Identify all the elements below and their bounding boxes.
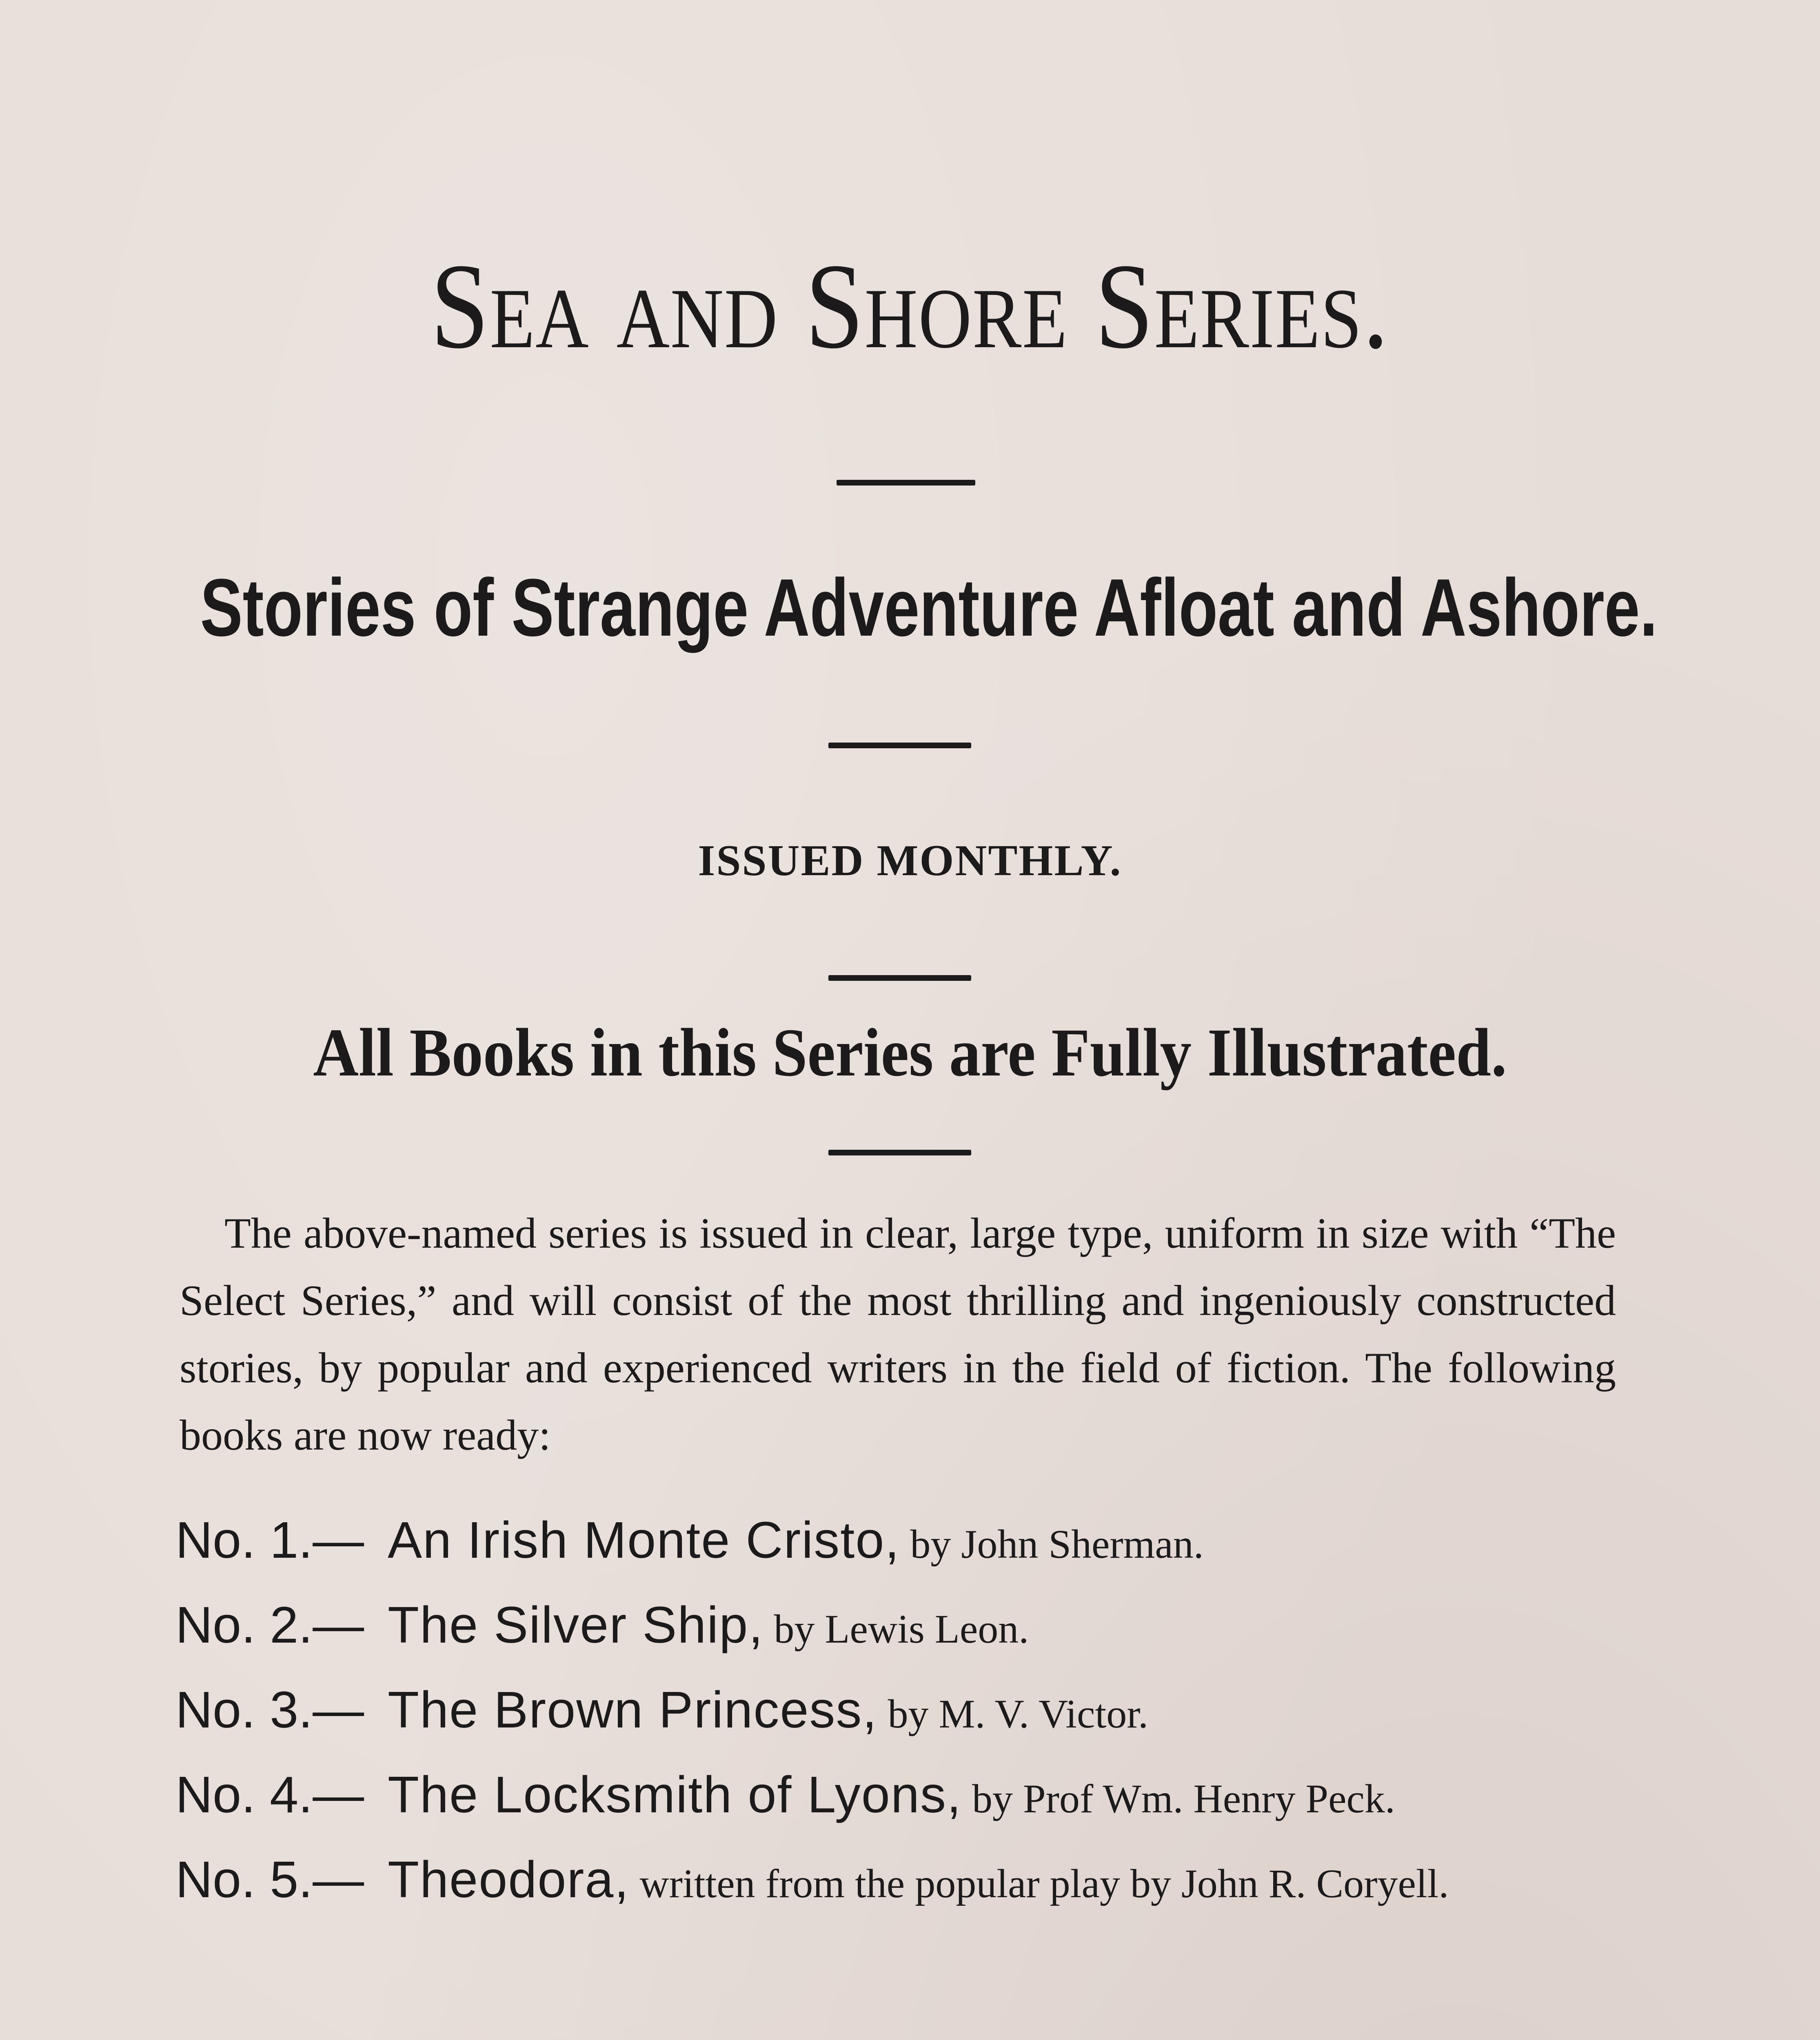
book-author: written from the popular play by John R. Coryell. <box>629 1861 1449 1906</box>
book-number: No. 2.— <box>175 1596 364 1654</box>
book-title: An Irish Monte Cristo, <box>388 1511 900 1569</box>
divider-rule <box>837 480 975 486</box>
book-title: The Brown Princess, <box>388 1681 878 1738</box>
book-entry <box>388 1760 1612 1834</box>
book-author: by John Sherman. <box>900 1521 1204 1567</box>
book-list-item <box>175 1590 1612 1664</box>
book-list-item <box>175 1506 1612 1579</box>
book-list <box>175 1506 1612 1930</box>
issued-monthly-label: ISSUED MONTHLY. <box>698 836 1122 885</box>
book-author: by M. V. Victor. <box>877 1691 1149 1736</box>
divider-rule <box>828 975 971 981</box>
book-title: Theodora, <box>388 1851 630 1908</box>
book-number: No. 4.— <box>175 1766 364 1823</box>
book-number: No. 1.— <box>175 1511 364 1569</box>
book-author: by Lewis Leon. <box>764 1606 1029 1652</box>
book-list-item <box>175 1845 1612 1918</box>
book-entry <box>388 1506 1612 1579</box>
series-title: Sea and Shore Series. <box>431 238 1389 374</box>
book-number: No. 3.— <box>175 1681 364 1738</box>
book-entry <box>388 1845 1612 1918</box>
book-number: No. 5.— <box>175 1851 364 1908</box>
series-subtitle: Stories of Strange Adventure Afloat and Ashore. <box>200 562 1658 653</box>
book-entry <box>388 1675 1612 1749</box>
series-description: The above-named series is issued in clear, large type, uniform in size with “The Select Series,” and will consist of the most thrilling and ingeniously constructed stories, by popular and experienced writers in the field of fiction. The following books are now ready: <box>180 1209 1616 1459</box>
book-title: The Locksmith of Lyons, <box>388 1766 962 1823</box>
illustrated-notice: All Books in this Series are Fully Illustrated. <box>313 1015 1507 1091</box>
book-author: by Prof Wm. Henry Peck. <box>961 1776 1395 1821</box>
book-list-item <box>175 1760 1612 1834</box>
divider-rule <box>828 743 971 748</box>
divider-rule <box>828 1150 971 1155</box>
book-entry <box>388 1590 1612 1664</box>
book-title: The Silver Ship, <box>388 1596 764 1654</box>
book-list-item <box>175 1675 1612 1749</box>
